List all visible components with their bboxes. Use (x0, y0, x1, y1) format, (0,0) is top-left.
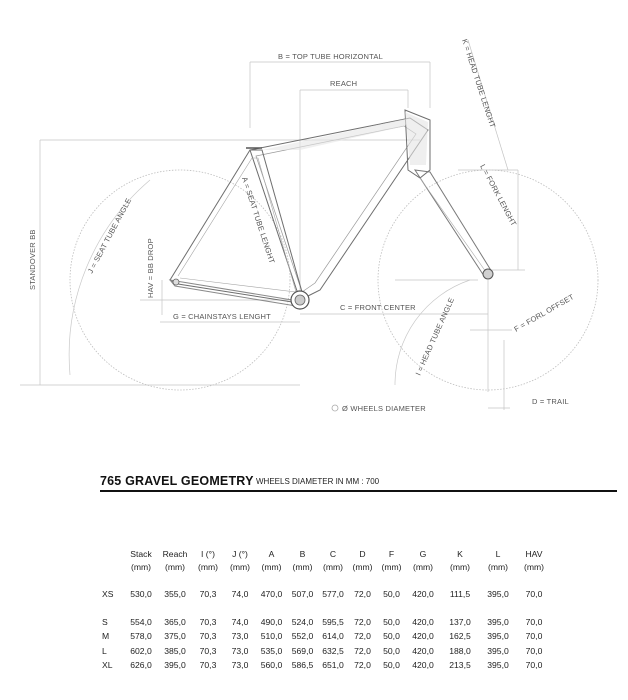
geometry-title: 765 GRAVEL GEOMETRY (100, 474, 254, 488)
table-cell: 420,0 (412, 645, 434, 656)
frame-shading (262, 112, 428, 165)
size-label: L (102, 645, 107, 656)
column-header: K (457, 548, 463, 559)
column-unit: (mm) (523, 561, 545, 572)
table-cell: 355,0 (164, 589, 186, 600)
table-cell: 385,0 (164, 645, 186, 656)
table-cell: 50,0 (383, 631, 400, 642)
label-seat-angle: J = SEAT TUBE ANGLE (85, 196, 134, 275)
table-cell: 72,0 (354, 645, 371, 656)
label-front-center: C = FRONT CENTER (340, 303, 416, 312)
table-cell: 632,5 (322, 645, 344, 656)
table-cell: 530,0 (130, 589, 152, 600)
table-cell: 577,0 (322, 589, 344, 600)
table-cell: 552,0 (291, 631, 314, 642)
table-cell: 70,0 (525, 645, 543, 656)
table-cell: 137,0 (449, 617, 471, 628)
table-cell: 70,3 (199, 617, 217, 628)
geometry-subtitle: WHEELS DIAMETER IN MM : 700 (256, 477, 380, 486)
table-cell: 50,0 (383, 659, 400, 670)
table-cell: 74,0 (231, 589, 249, 600)
label-standover: STANDOVER BB (28, 229, 37, 290)
table-cell: 72,0 (354, 617, 371, 628)
label-fork-offset: F = FORL OFFSET (512, 292, 576, 334)
size-label: S (102, 617, 108, 628)
table-body (98, 573, 552, 672)
size-label: XL (102, 659, 113, 670)
table-cell: 602,0 (130, 645, 152, 656)
table-cell: 626,0 (130, 659, 152, 670)
column-unit: (mm) (449, 561, 471, 572)
column-header: Stack (130, 548, 152, 559)
table-row (98, 615, 552, 629)
column-unit: (mm) (164, 561, 186, 572)
label-wheels: Ø WHEELS DIAMETER (342, 404, 426, 413)
table-cell: 70,3 (199, 589, 217, 600)
column-header: C (329, 548, 337, 559)
table-cell: 70,0 (525, 631, 543, 642)
table-cell: 586,5 (291, 659, 314, 670)
table-row (98, 644, 552, 658)
column-header (98, 547, 124, 560)
table-cell: 162,5 (449, 631, 471, 642)
table-cell: 72,0 (354, 589, 371, 600)
rear-dropout (173, 279, 179, 285)
front-hub (483, 269, 493, 279)
table-cell: 70,3 (199, 645, 217, 656)
column-header: J (°) (232, 548, 248, 559)
table-cell: 490,0 (260, 617, 283, 628)
label-bb-drop: HAV = BB DROP (146, 238, 155, 298)
column-unit: (mm) (261, 561, 282, 572)
size-label: XS (102, 589, 114, 600)
column-header: Reach (162, 548, 188, 559)
table-cell: 395,0 (487, 617, 509, 628)
label-head-angle: I = HEAD TUBE ANGLE (413, 296, 457, 377)
table-cell: 470,0 (260, 589, 283, 600)
column-unit (98, 560, 124, 573)
table-cell: 70,3 (199, 659, 217, 670)
table-cell: 507,0 (291, 589, 314, 600)
table-cell: 578,0 (130, 631, 152, 642)
label-fork: L = FORK LENGHT (478, 162, 519, 228)
table-cell: 50,0 (383, 589, 400, 600)
table-row (98, 658, 552, 672)
table-cell: 395,0 (487, 645, 509, 656)
table-cell: 420,0 (412, 659, 434, 670)
table-cell: 72,0 (354, 659, 371, 670)
table-cell: 70,3 (199, 631, 217, 642)
table-cell: 554,0 (130, 617, 152, 628)
table-cell: 72,0 (354, 631, 371, 642)
table-cell: 510,0 (260, 631, 283, 642)
table-cell: 569,0 (291, 645, 314, 656)
label-reach: REACH (330, 79, 358, 88)
column-header: B (299, 548, 306, 559)
angle-arcs (69, 180, 470, 385)
table-cell: 560,0 (260, 659, 283, 670)
column-header: F (388, 548, 395, 559)
table-cell: 595,5 (322, 617, 344, 628)
table-cell: 70,0 (525, 589, 543, 600)
header-names-row (98, 547, 552, 560)
table-cell: 651,0 (322, 659, 344, 670)
table-cell: 365,0 (164, 617, 186, 628)
table-cell: 188,0 (449, 645, 471, 656)
geometry-table (98, 547, 552, 672)
label-top-tube: B = TOP TUBE HORIZONTAL (278, 52, 383, 61)
column-header: L (495, 548, 501, 559)
header-units-row (98, 560, 552, 573)
label-chainstays: G = CHAINSTAYS LENGHT (173, 312, 271, 321)
table-cell: 70,0 (525, 617, 543, 628)
column-unit: (mm) (352, 561, 373, 572)
column-unit: (mm) (412, 561, 434, 572)
column-unit: (mm) (197, 561, 219, 572)
table-cell: 395,0 (487, 631, 509, 642)
table-cell: 50,0 (383, 617, 400, 628)
bottom-bracket (291, 291, 309, 309)
table-cell: 420,0 (412, 631, 434, 642)
table-cell: 395,0 (487, 659, 509, 670)
table-cell: 524,0 (291, 617, 314, 628)
title-rule (100, 490, 617, 492)
size-label: M (102, 631, 110, 642)
column-unit: (mm) (130, 561, 152, 572)
table-cell: 614,0 (322, 631, 344, 642)
table-cell: 73,0 (231, 631, 249, 642)
dimension-lines (20, 37, 525, 410)
table-cell: 395,0 (164, 659, 186, 670)
table-cell: 70,0 (525, 659, 543, 670)
column-header: D (359, 548, 366, 559)
column-header: I (°) (201, 548, 215, 559)
column-unit: (mm) (322, 561, 344, 572)
table-cell: 73,0 (231, 645, 249, 656)
column-header: G (419, 548, 427, 559)
label-trail: D = TRAIL (532, 397, 569, 406)
column-unit: (mm) (381, 561, 402, 572)
column-unit: (mm) (487, 561, 509, 572)
table-cell: 395,0 (487, 589, 509, 600)
diameter-icon (332, 405, 338, 411)
table-row (98, 629, 552, 643)
column-unit: (mm) (292, 561, 313, 572)
column-header: A (268, 548, 275, 559)
table-cell: 213,5 (449, 659, 471, 670)
column-header: HAV (525, 548, 543, 559)
table-cell: 375,0 (164, 631, 186, 642)
label-seat-tube: A = SEAT TUBE LENGHT (240, 175, 277, 265)
table-row (98, 587, 552, 601)
table-cell: 535,0 (260, 645, 283, 656)
table-cell: 420,0 (412, 617, 434, 628)
table-cell: 420,0 (412, 589, 434, 600)
table-cell: 74,0 (231, 617, 249, 628)
table-cell: 73,0 (231, 659, 249, 670)
table-cell: 50,0 (383, 645, 400, 656)
label-head-tube: K = HEAD TUBE LENGHT (460, 37, 498, 129)
table-cell: 111,5 (449, 589, 471, 600)
column-unit: (mm) (229, 561, 251, 572)
